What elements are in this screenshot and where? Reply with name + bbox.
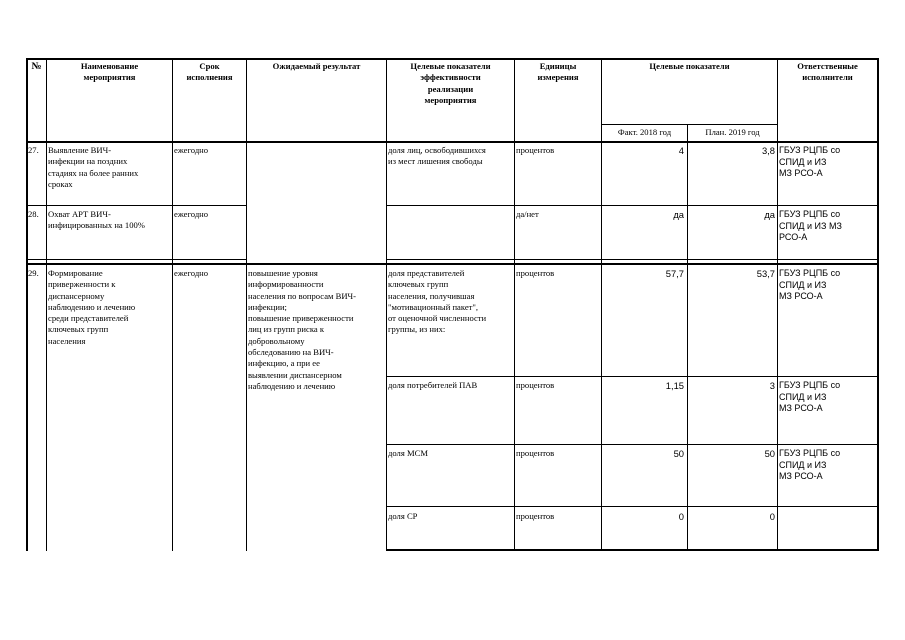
row-28-bottom-left	[26, 259, 246, 260]
col-divider-term	[246, 58, 247, 551]
header-targets: Целевые показатели	[649, 61, 730, 71]
header-term: Срок исполнения	[186, 61, 233, 83]
row-29-sub-4-bottom	[386, 549, 878, 551]
row-27-name: Выявление ВИЧ- инфекции на поздних стадиях на более ранних сроках	[48, 145, 139, 189]
row-29-sub-4-indicator: доля СР	[388, 511, 418, 521]
header-responsible: Ответственные исполнители	[797, 61, 858, 83]
row-27-bottom-left	[26, 205, 246, 206]
header-units: Единицы измерения	[537, 61, 579, 83]
row-29-sub-3-plan: 50	[764, 448, 775, 459]
table-border-top	[26, 58, 878, 60]
table-border-right	[877, 58, 879, 551]
row-29-sub-2-responsible: ГБУЗ РЦПБ со СПИД и ИЗ МЗ РСО-А	[779, 380, 841, 413]
col-divider-indicator	[514, 58, 515, 551]
row-29-result: повышение уровня информированности населения по вопросам ВИЧ- инфекции; повышение приверженности лиц из групп риска к добровольному обследованию на ВИЧ- инфекцию, а при ее выявлении диспансерном наблюдению и лечению	[248, 268, 357, 391]
row-28-unit: да/нет	[516, 209, 539, 219]
header-fact-2018: Факт. 2018 год	[617, 127, 672, 137]
col-divider-name	[172, 58, 173, 551]
row-28-fact: да	[673, 209, 684, 220]
row-29-number: 29.	[28, 268, 39, 278]
row-27-number: 27.	[28, 145, 39, 155]
header-no: №	[31, 61, 42, 72]
col-divider-fact	[687, 124, 688, 551]
row-29-sub-2-indicator: доля потребителей ПАВ	[388, 380, 478, 390]
header-plan-2019: План. 2019 год	[705, 127, 760, 137]
row-29-sub-3-responsible: ГБУЗ РЦПБ со СПИД и ИЗ МЗ РСО-А	[779, 448, 841, 481]
row-29-sub-4-unit: процентов	[516, 511, 555, 521]
row-29-sub-3-fact: 50	[673, 448, 684, 459]
row-29-sub-4-plan: 0	[769, 511, 775, 522]
row-29-sub-3-indicator: доля МСМ	[388, 448, 428, 458]
row-29-sub-1-fact: 57,7	[665, 268, 684, 279]
col-divider-result	[386, 58, 387, 551]
row-27-plan: 3,8	[761, 145, 775, 156]
row-29-sub-1-plan: 53,7	[756, 268, 775, 279]
row-29-sub-2-bottom	[386, 444, 878, 445]
row-29-sub-1-unit: процентов	[516, 268, 555, 278]
row-28-term: ежегодно	[174, 209, 209, 219]
header-bottom-line	[26, 141, 878, 143]
row-28-plan: да	[764, 209, 775, 220]
header-name: Наименование мероприятия	[80, 61, 139, 83]
row-27-indicator: доля лиц, освободившихся из мест лишения свободы	[388, 145, 486, 167]
row-28-number: 28.	[28, 209, 39, 219]
row-27-bottom-right	[386, 205, 878, 206]
row-29-sub-1-responsible: ГБУЗ РЦПБ со СПИД и ИЗ МЗ РСО-А	[779, 268, 841, 301]
row-29-sub-3-unit: процентов	[516, 448, 555, 458]
col-divider-no	[46, 58, 47, 551]
row-29-sub-2-fact: 1,15	[665, 380, 684, 391]
row-29-sub-1-indicator: доля представителей ключевых групп населения, получившая "мотивационный пакет", от оценочной численности группы, из них:	[388, 268, 487, 335]
table-border-left	[26, 58, 28, 551]
row-27-responsible: ГБУЗ РЦПБ со СПИД и ИЗ МЗ РСО-А	[779, 145, 841, 178]
row-27-term: ежегодно	[174, 145, 209, 155]
header-subdivider	[601, 124, 777, 125]
row-29-top-line	[26, 263, 878, 265]
row-29-sub-3-bottom	[386, 506, 878, 507]
row-27-unit: процентов	[516, 145, 555, 155]
row-29-sub-1-bottom	[386, 376, 878, 377]
row-28-bottom-right	[386, 259, 878, 260]
header-indicators: Целевые показатели эффективности реализации мероприятия	[410, 61, 491, 105]
row-29-sub-4-fact: 0	[678, 511, 684, 522]
row-28-responsible: ГБУЗ РЦПБ со СПИД и ИЗ МЗ РСО-А	[779, 209, 842, 242]
row-27-fact: 4	[678, 145, 684, 156]
row-29-sub-2-plan: 3	[769, 380, 775, 391]
row-29-term: ежегодно	[174, 268, 209, 278]
row-28-name: Охват АРТ ВИЧ- инфицированных на 100%	[48, 209, 145, 231]
row-29-sub-2-unit: процентов	[516, 380, 555, 390]
header-result: Ожидаемый результат	[272, 61, 361, 71]
row-29-name: Формирование приверженности к диспансерному наблюдению и лечению среди представителей ключевых групп населения	[48, 268, 136, 346]
col-divider-plan	[777, 58, 778, 551]
